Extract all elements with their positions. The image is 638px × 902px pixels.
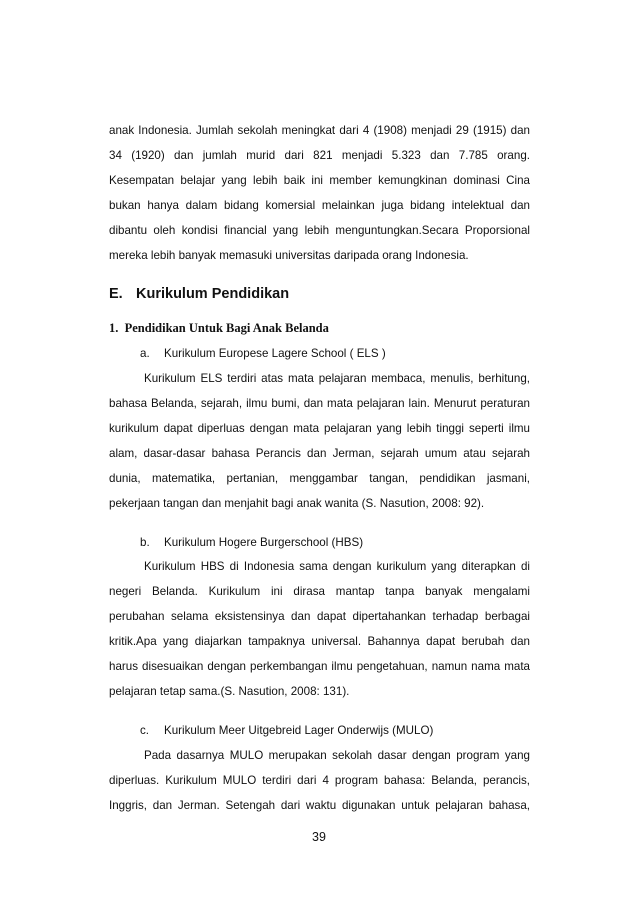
subsection-title: Pendidikan Untuk Bagi Anak Belanda: [124, 321, 329, 335]
paragraph-line: perubahan selama eksistensinya dan dapat dipertahankan terhadap berbagai: [109, 610, 530, 623]
section-heading: [109, 286, 289, 302]
item-a-paragraph: [109, 366, 530, 516]
paragraph-line: mereka lebih banyak memasuki universitas daripada orang Indonesia.: [109, 249, 469, 262]
paragraph-line: harus disesuaikan dengan perkembangan ilmu pengetahuan, namun nama mata: [109, 660, 530, 673]
item-a-heading: [140, 347, 386, 360]
paragraph-line: diperluas. Kurikulum MULO terdiri dari 4 program bahasa: Belanda, perancis,: [109, 774, 530, 787]
paragraph-line: dibantu oleh kondisi financial yang lebih menguntungkan.Secara Proporsional: [109, 224, 530, 237]
paragraph-line: Pada dasarnya MULO merupakan sekolah dasar dengan program yang: [144, 749, 530, 762]
paragraph-line: bahasa Belanda, sejarah, ilmu bumi, dan mata pelajaran lain. Menurut peraturan: [109, 397, 530, 410]
paragraph-line: negeri Belanda. Kurikulum ini dirasa mantap tanpa banyak mengalami: [109, 585, 530, 598]
item-a-letter: a.: [140, 347, 150, 360]
page-number: 39: [312, 830, 326, 844]
paragraph-line: dunia, matematika, pertanian, menggambar tangan, pendidikan jasmani,: [109, 472, 530, 485]
item-a-title: Kurikulum Europese Lagere School ( ELS ): [164, 347, 386, 360]
paragraph-line: Kurikulum HBS di Indonesia sama dengan kurikulum yang diterapkan di: [144, 560, 530, 573]
paragraph-line: pelajaran tetap sama.(S. Nasution, 2008: 131).: [109, 685, 350, 698]
paragraph-line: Kurikulum ELS terdiri atas mata pelajaran membaca, menulis, berhitung,: [144, 372, 530, 385]
paragraph-line: kritik.Apa yang diajarkan tampaknya universal. Bahannya dapat berubah dan: [109, 635, 530, 648]
paragraph-line: Inggris, dan Jerman. Setengah dari waktu digunakan untuk pelajaran bahasa,: [109, 799, 530, 812]
item-c-heading: [140, 724, 433, 737]
paragraph-line: anak Indonesia. Jumlah sekolah meningkat dari 4 (1908) menjadi 29 (1915) dan: [109, 124, 530, 137]
item-c-title: Kurikulum Meer Uitgebreid Lager Onderwijs (MULO): [164, 724, 434, 737]
intro-paragraph: [109, 118, 530, 268]
item-b-paragraph: [109, 554, 530, 704]
section-title: Kurikulum Pendidikan: [136, 286, 290, 302]
section-number: E.: [109, 286, 123, 302]
item-c-paragraph: [109, 743, 530, 818]
paragraph-line: Kesempatan belajar yang lebih baik ini member kemungkinan dominasi Cina: [109, 174, 530, 187]
item-b-letter: b.: [140, 536, 150, 549]
paragraph-line: kurikulum dapat diperluas dengan mata pelajaran yang lebih tinggi seperti ilmu: [109, 422, 530, 435]
item-b-title: Kurikulum Hogere Burgerschool (HBS): [164, 536, 364, 549]
subsection-heading: [109, 321, 329, 336]
item-b-heading: [140, 536, 363, 549]
item-c-letter: c.: [140, 724, 150, 737]
subsection-number: 1.: [109, 321, 119, 335]
paragraph-line: pekerjaan tangan dan menjahit bagi anak wanita (S. Nasution, 2008: 92).: [109, 497, 485, 510]
paragraph-line: alam, dasar-dasar bahasa Perancis dan Jerman, sejarah umum atau sejarah: [109, 447, 530, 460]
paragraph-line: 34 (1920) dan jumlah murid dari 821 menjadi 5.323 dan 7.785 orang.: [109, 149, 530, 162]
paragraph-line: bukan hanya dalam bidang komersial melainkan juga bidang intelektual dan: [109, 199, 530, 212]
